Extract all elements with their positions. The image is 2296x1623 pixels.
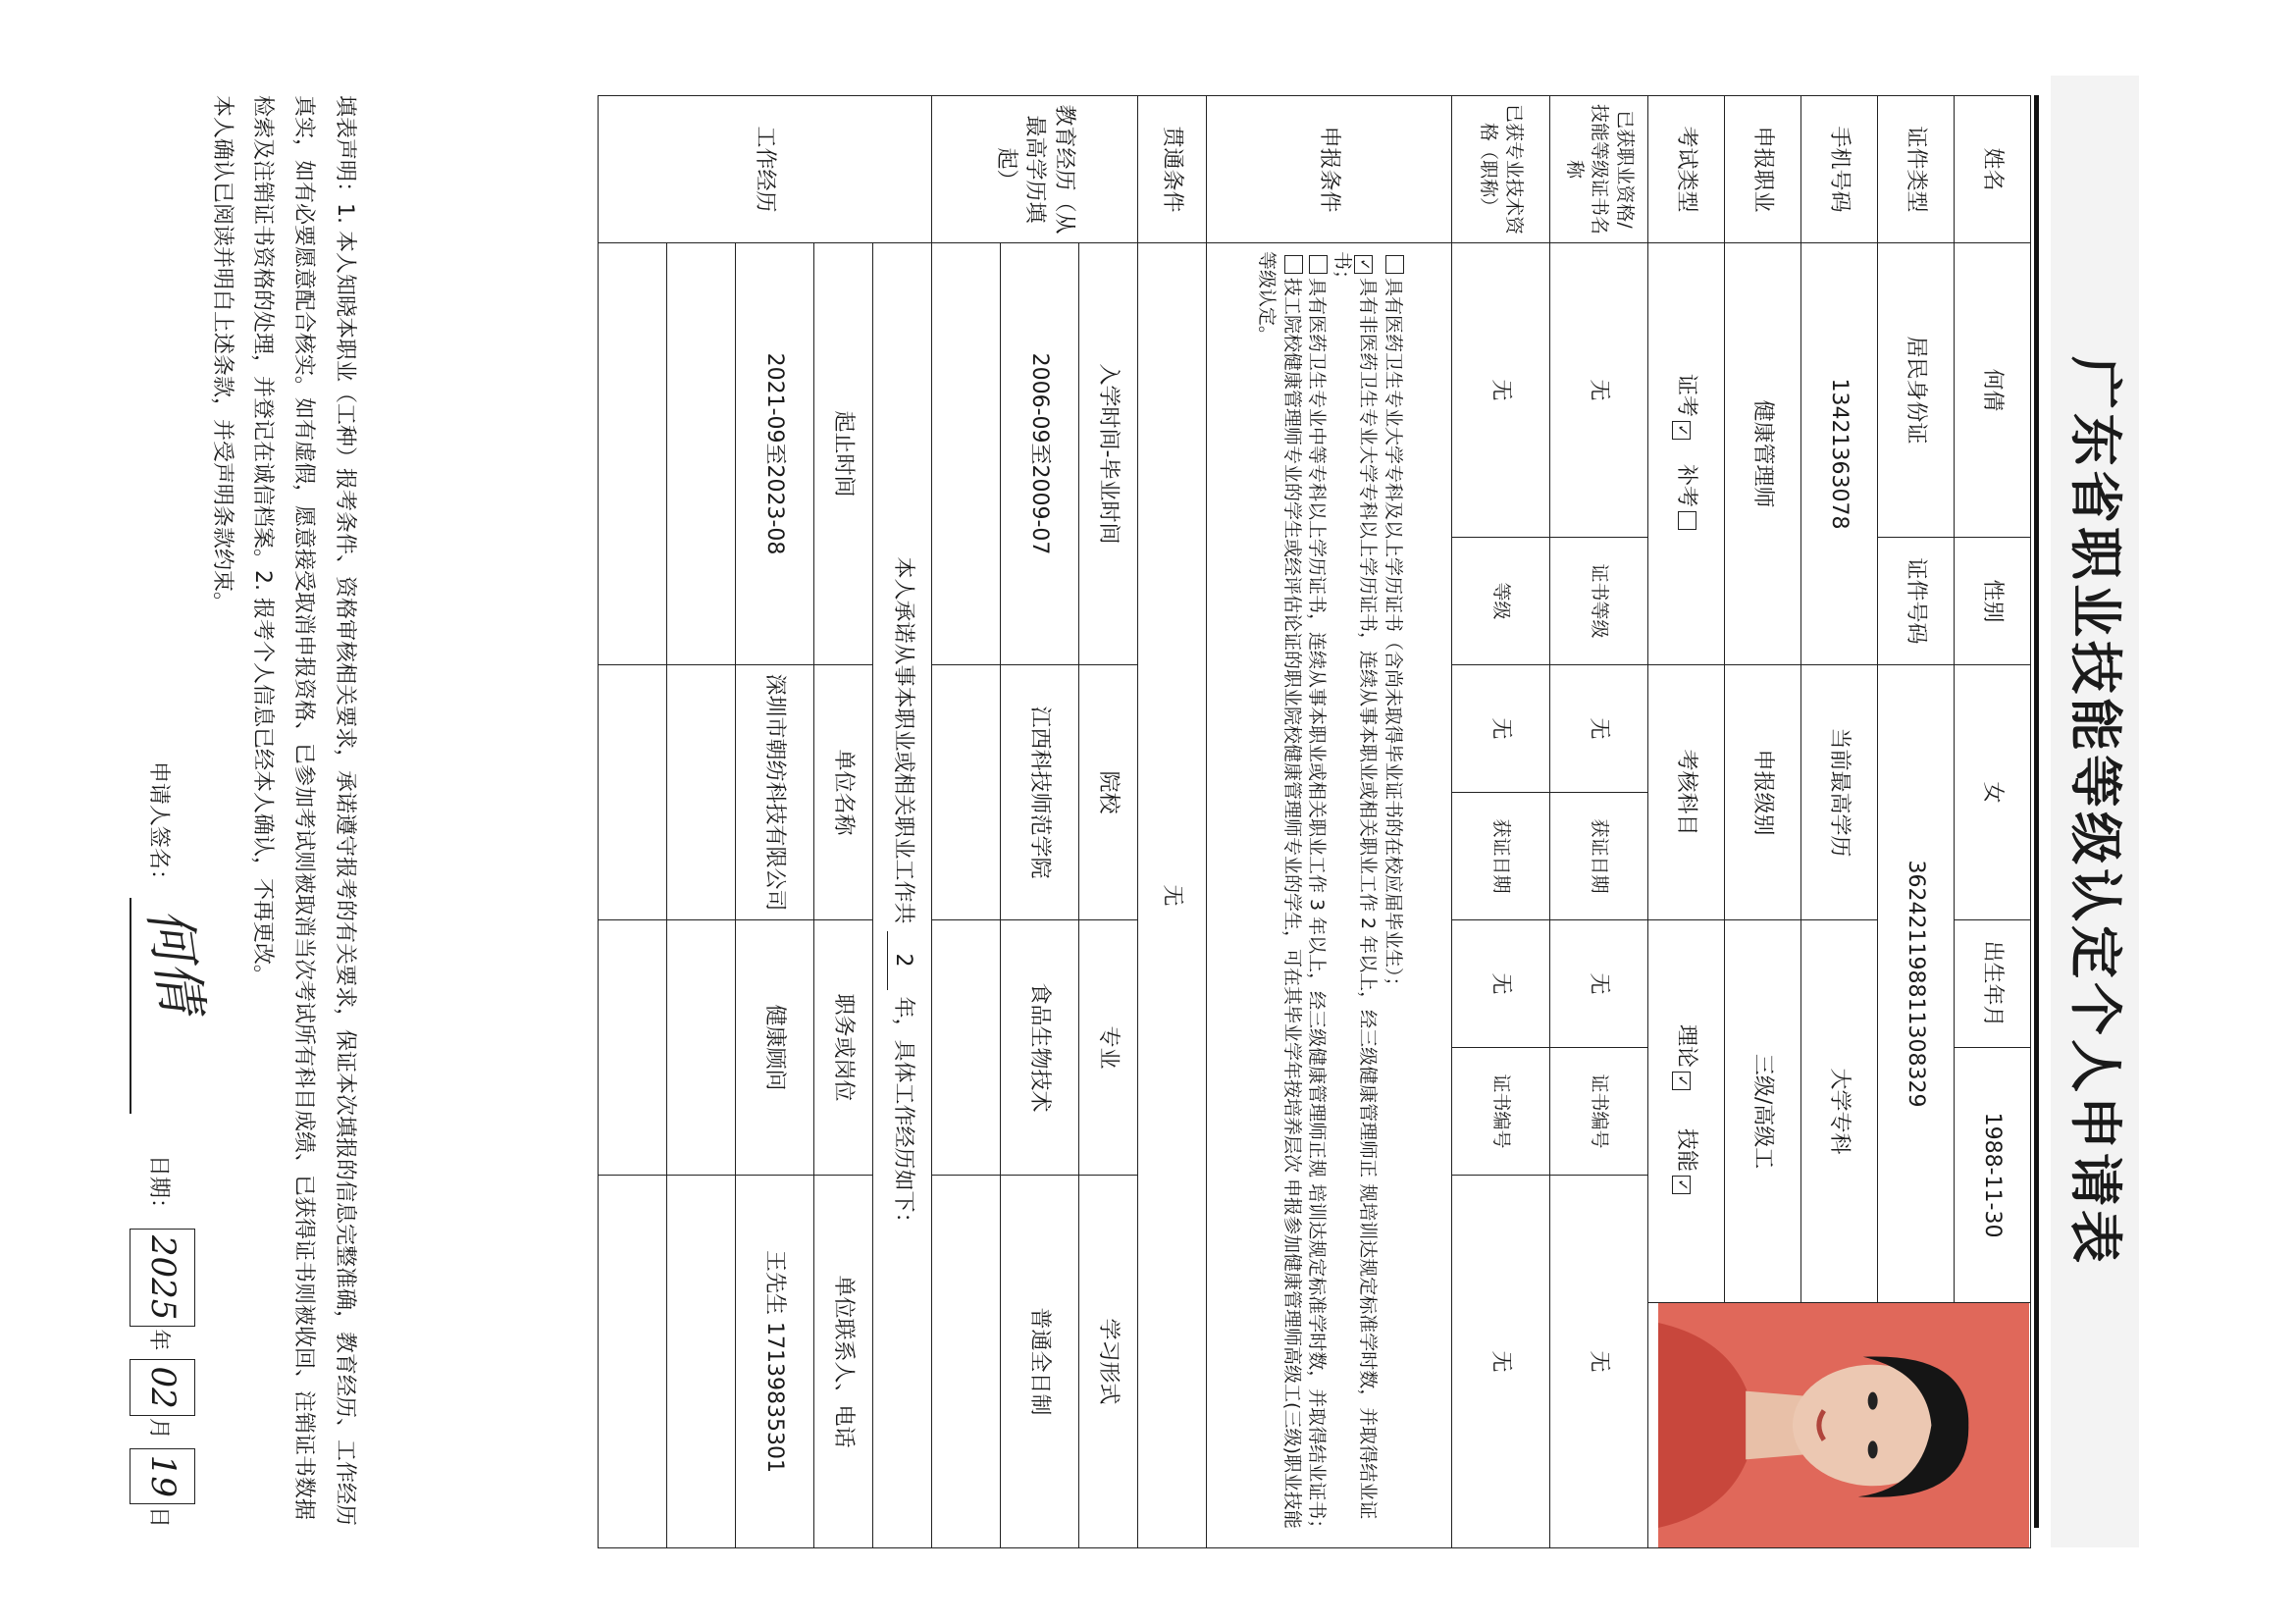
date-month-unit: 月	[145, 1417, 171, 1440]
subject-label: 考核科目	[1648, 665, 1725, 920]
condition-item	[1329, 251, 1380, 1540]
through-label: 贯通条件	[1138, 96, 1207, 243]
id-no-value[interactable]: 362421198811308329	[1878, 665, 1955, 1303]
signature-line	[130, 95, 214, 1528]
birth-label: 出生年月	[1955, 920, 2031, 1048]
subject-theory-checkbox[interactable]: ✓	[1672, 1072, 1691, 1090]
work-row-position[interactable]: 健康顾问	[736, 920, 814, 1176]
edu-empty-cell[interactable]	[932, 920, 1001, 1176]
exam-bukao-label: 补考	[1674, 464, 1699, 508]
through-value[interactable]: 无	[1138, 243, 1207, 1548]
condition-item	[1380, 251, 1405, 1540]
work-label: 工作经历	[599, 96, 932, 243]
condition-checkbox-4[interactable]	[1284, 255, 1303, 274]
subject-theory-label: 理论	[1674, 1024, 1699, 1069]
cert-row1-no-label: 证书编号	[1550, 1048, 1648, 1176]
cert-row1-no[interactable]: 无	[1550, 1176, 1648, 1548]
work-header-period: 起止时间	[814, 243, 873, 665]
condition-checkbox-3[interactable]	[1309, 255, 1328, 274]
title-divider	[2034, 95, 2039, 1528]
work-promise-years[interactable]: 2	[887, 931, 917, 990]
edu-empty-cell[interactable]	[932, 1176, 1001, 1548]
edu-label: 当前最高学历	[1801, 665, 1878, 920]
cert-row2-no[interactable]: 无	[1452, 1176, 1550, 1548]
cert-row2-level-label: 等级	[1452, 538, 1550, 665]
applicant-photo	[1658, 1303, 2029, 1547]
edu-row-time[interactable]: 2006-09至2009-07	[1001, 243, 1079, 665]
work-empty-cell[interactable]	[667, 665, 736, 920]
exam-zhengkao-label: 证考	[1674, 374, 1699, 418]
name-value[interactable]: 何倩	[1955, 243, 2031, 538]
date-year[interactable]: 2025	[130, 1229, 195, 1328]
form-title: 广东省职业技能等级认定个人申请表	[2051, 76, 2139, 1547]
edu-header-school: 院校	[1079, 665, 1138, 920]
edu-value[interactable]: 大学专科	[1801, 920, 1878, 1303]
condition-text-2: 具有非医药卫生专业大学专科以上学历证书，连续从事本职业或相关职业工作 2 年以上，经三级健康管理师正 规培训达规定标准学时数，并取得结业证书；	[1331, 251, 1379, 1520]
conditions-label: 申报条件	[1207, 96, 1452, 243]
work-empty-cell[interactable]	[599, 665, 667, 920]
id-type-label: 证件类型	[1878, 96, 1955, 243]
edu-header-major: 专业	[1079, 920, 1138, 1176]
date-month[interactable]: 02	[130, 1359, 195, 1415]
edu-row-school[interactable]: 江西科技师范学院	[1001, 665, 1079, 920]
edu-empty-cell[interactable]	[932, 243, 1001, 665]
cert-row2-no-label: 证书编号	[1452, 1048, 1550, 1176]
condition-text-3: 具有医药卫生专业中等专科以上学历证书，连续从事本职业或相关职业工作 3 年以上，经三级健康管理师正规 培训达规定标准学时数，并取得结业证书；	[1306, 278, 1329, 1539]
work-empty-cell[interactable]	[667, 243, 736, 665]
cert-row1-name[interactable]: 无	[1550, 243, 1648, 538]
level-label: 申报级别	[1725, 665, 1801, 920]
cert-row1-date[interactable]: 无	[1550, 920, 1648, 1048]
birth-value[interactable]: 1988-11-30	[1955, 1048, 2031, 1303]
date-label: 日期：	[145, 1154, 171, 1220]
cert-row2-date-label: 获证日期	[1452, 793, 1550, 920]
job-label: 申报职业	[1725, 96, 1801, 243]
application-form-sheet	[136, 76, 2149, 1547]
work-empty-cell[interactable]	[667, 920, 736, 1176]
condition-checkbox-2[interactable]: ✓	[1354, 255, 1373, 274]
education-label: 教育经历（从最高学历填起）	[932, 96, 1138, 243]
subject-options	[1648, 920, 1725, 1303]
cert-row2-name[interactable]: 无	[1452, 243, 1550, 538]
subject-skill-checkbox[interactable]: ✓	[1672, 1176, 1691, 1194]
job-value[interactable]: 健康管理师	[1725, 243, 1801, 665]
exam-zhengkao-checkbox[interactable]: ✓	[1672, 421, 1691, 440]
cert-row1-date-label: 获证日期	[1550, 793, 1648, 920]
work-empty-cell[interactable]	[599, 920, 667, 1176]
work-header-contact: 单位联系人、电话	[814, 1176, 873, 1548]
work-row-company[interactable]: 深圳市朝纺科技有限公司	[736, 665, 814, 920]
work-promise-suffix: 年，具体工作经历如下：	[890, 996, 915, 1234]
edu-header-mode: 学习形式	[1079, 1176, 1138, 1548]
id-type-value[interactable]: 居民身份证	[1878, 243, 1955, 538]
cert-row2-level[interactable]: 无	[1452, 665, 1550, 793]
exam-type-options	[1648, 243, 1725, 665]
condition-item	[1304, 251, 1330, 1540]
edu-row-major[interactable]: 食品生物技术	[1001, 920, 1079, 1176]
date-year-unit: 年	[145, 1329, 171, 1351]
condition-text-1: 具有医药卫生专业大学专科及以上学历证书（含尚未取得毕业证书的在校应届毕业生）；	[1382, 278, 1404, 996]
declaration-confirm: 本人确认已阅读并明白上述条款，并受声明条款约束。	[209, 95, 235, 614]
date-day-unit: 日	[145, 1505, 171, 1528]
phone-label: 手机号码	[1801, 96, 1878, 243]
gender-label: 性别	[1955, 538, 2031, 665]
id-no-label: 证件号码	[1878, 538, 1955, 665]
cert-row2-date[interactable]: 无	[1452, 920, 1550, 1048]
handwritten-signature: 何倩	[136, 903, 214, 1018]
conditions-list	[1207, 243, 1452, 1548]
condition-item	[1253, 251, 1303, 1540]
exam-type-label: 考试类型	[1648, 96, 1725, 243]
edu-header-time: 入学时间-毕业时间	[1079, 243, 1138, 665]
work-row-contact[interactable]: 王先生 17139835301	[736, 1176, 814, 1548]
condition-checkbox-1[interactable]	[1385, 255, 1404, 274]
cert-row1-level[interactable]: 无	[1550, 665, 1648, 793]
declaration-text: 填表声明：1. 本人知晓本职业（工种）报考条件、资格审核相关要求，承诺遵守报考的有关要求，保证本次填报的信息完整准确，教育经历、工作经历真实，如有必要愿意配合核实。如有虚假，愿意接受取消申报资格、已参加考试则被取消当次考试所有科目成绩、已获得证书则被收回、注销证书数据检索及注销证书资格的处理，并登记在诚信档案。2. 报考个人信息已经本人确认，不再更改。	[250, 95, 357, 1526]
name-label: 姓名	[1955, 96, 2031, 243]
edu-row-mode[interactable]: 普通全日制	[1001, 1176, 1079, 1548]
photo-cell	[1648, 1303, 2031, 1548]
main-form-table	[598, 95, 2031, 1548]
work-empty-cell[interactable]	[667, 1176, 736, 1548]
cert-row1-level-label: 证书等级	[1550, 538, 1648, 665]
signature-field[interactable]	[130, 898, 214, 1114]
work-empty-cell[interactable]	[599, 243, 667, 665]
signer-label: 申请人签名：	[145, 760, 171, 891]
subject-skill-label: 技能	[1674, 1128, 1699, 1173]
work-promise	[873, 243, 932, 1548]
edu-empty-cell[interactable]	[932, 665, 1001, 920]
cert-row1-label: 已获职业资格/技能等级证书名称	[1550, 96, 1648, 243]
gender-value[interactable]: 女	[1955, 665, 2031, 920]
work-header-company: 单位名称	[814, 665, 873, 920]
work-empty-cell[interactable]	[599, 1176, 667, 1548]
date-day[interactable]: 19	[130, 1448, 195, 1504]
phone-value[interactable]: 13421363078	[1801, 243, 1878, 665]
exam-bukao-checkbox[interactable]	[1678, 511, 1696, 530]
declaration-block	[130, 95, 365, 1528]
work-promise-prefix: 本人承诺从事本职业或相关职业工作共	[890, 556, 915, 924]
work-header-position: 职务或岗位	[814, 920, 873, 1176]
work-row-period[interactable]: 2021-09至2023-08	[736, 243, 814, 665]
level-value[interactable]: 三级/高级工	[1725, 920, 1801, 1303]
condition-text-4: 技工院校健康管理师专业的学生或经评估论证的职业院校健康管理师专业的学生，可在其毕业学年按培养层次 申报参加健康管理师高级工(三级)职业技能等级认定。	[1256, 251, 1303, 1529]
cert-row2-label: 已获专业技术资格（职称）	[1452, 96, 1550, 243]
